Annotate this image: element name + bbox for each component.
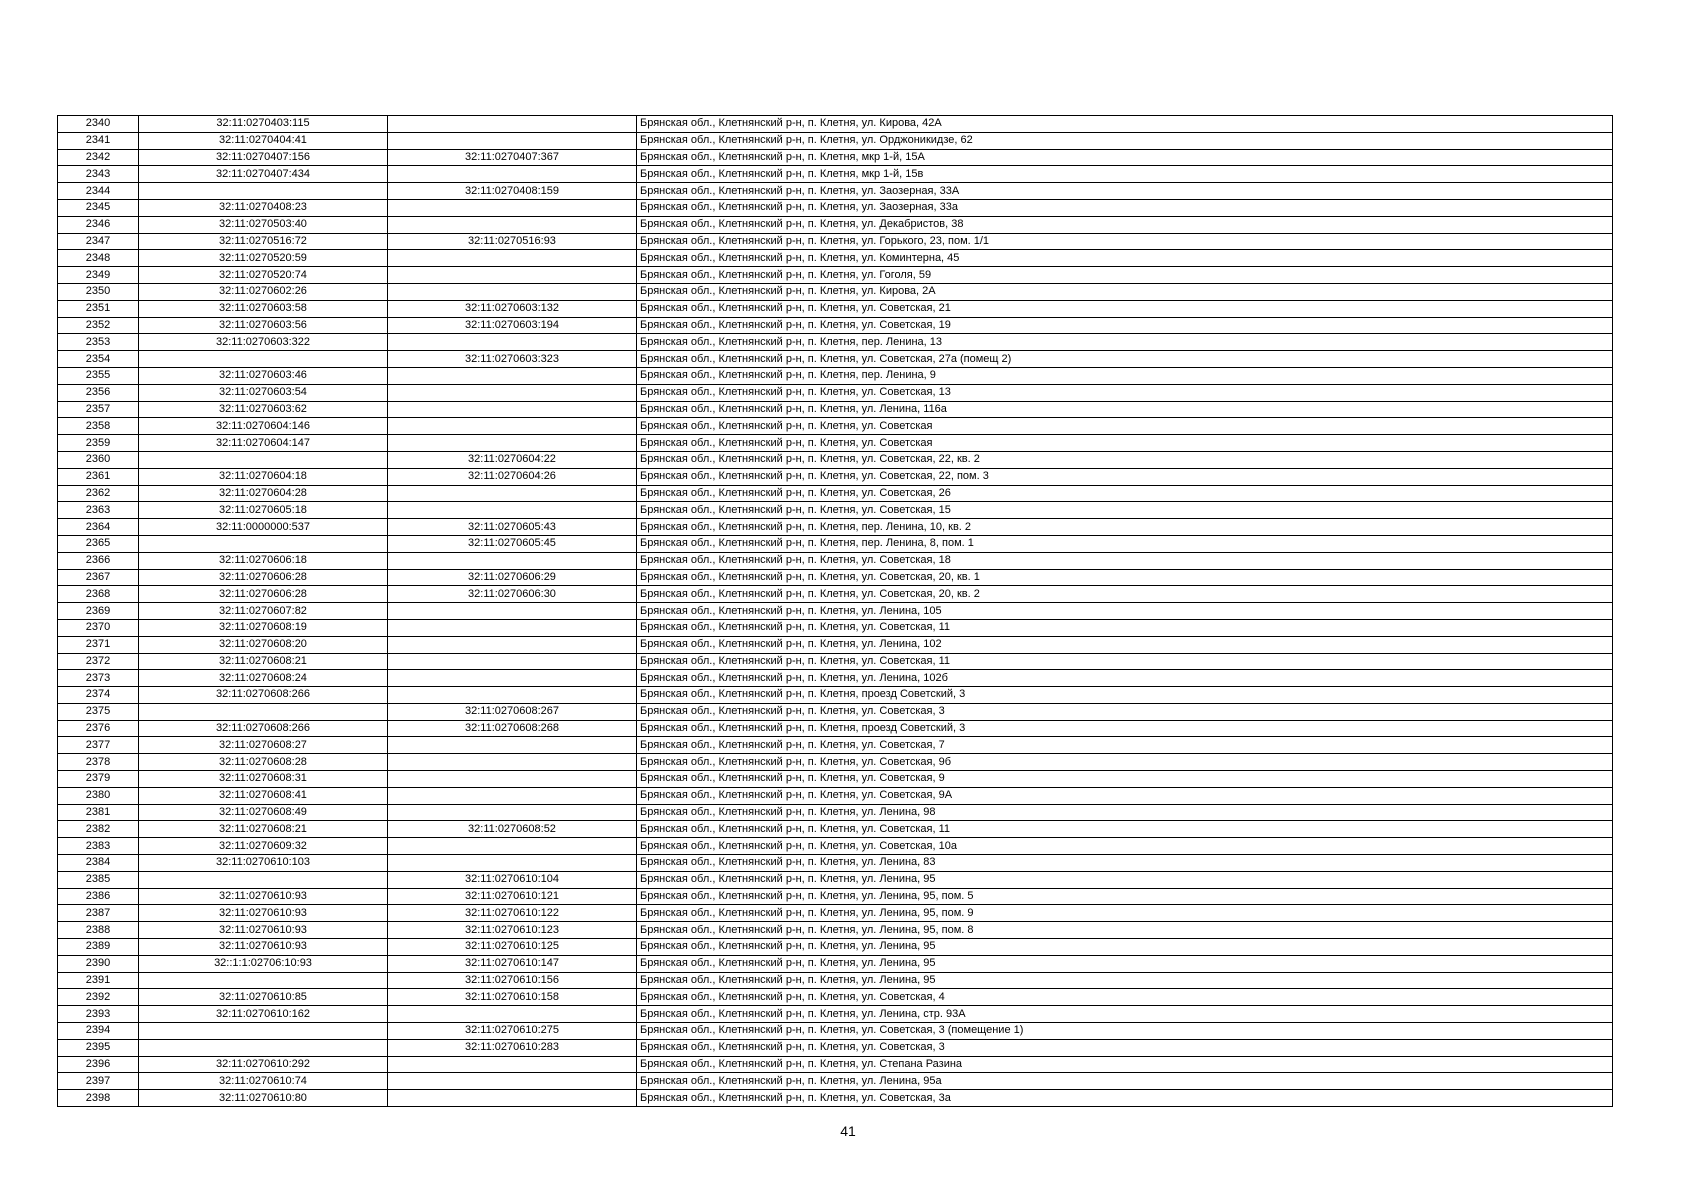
table-row bbox=[58, 737, 1613, 754]
related-cadastral-number-cell bbox=[388, 737, 637, 754]
table-row bbox=[58, 552, 1613, 569]
table-row bbox=[58, 720, 1613, 737]
cadastral-number-cell: 32:11:0270610:93 bbox=[139, 922, 388, 939]
related-cadastral-number-cell bbox=[388, 116, 637, 133]
table-row bbox=[58, 216, 1613, 233]
row-number-cell: 2373 bbox=[58, 670, 139, 687]
row-number-cell: 2355 bbox=[58, 367, 139, 384]
related-cadastral-number-cell bbox=[388, 166, 637, 183]
table-row bbox=[58, 955, 1613, 972]
row-number-cell: 2384 bbox=[58, 855, 139, 872]
related-cadastral-number-cell bbox=[388, 787, 637, 804]
table-row bbox=[58, 300, 1613, 317]
cadastral-number-cell: 32:11:0270602:26 bbox=[139, 283, 388, 300]
row-number-cell: 2377 bbox=[58, 737, 139, 754]
table-row bbox=[58, 418, 1613, 435]
table-row bbox=[58, 670, 1613, 687]
address-cell: Брянская обл., Клетнянский р-н, п. Клетня, ул. Советская, 9 bbox=[637, 771, 1613, 788]
row-number-cell: 2344 bbox=[58, 183, 139, 200]
table-row bbox=[58, 367, 1613, 384]
row-number-cell: 2367 bbox=[58, 569, 139, 586]
cadastral-number-cell: 32:11:0270610:292 bbox=[139, 1056, 388, 1073]
related-cadastral-number-cell: 32:11:0270605:43 bbox=[388, 519, 637, 536]
related-cadastral-number-cell: 32:11:0270606:29 bbox=[388, 569, 637, 586]
cadastral-number-cell bbox=[139, 871, 388, 888]
related-cadastral-number-cell: 32:11:0270606:30 bbox=[388, 586, 637, 603]
table-row bbox=[58, 972, 1613, 989]
cadastral-number-cell: 32:11:0270606:28 bbox=[139, 586, 388, 603]
cadastral-number-cell: 32:11:0270603:46 bbox=[139, 367, 388, 384]
address-cell: Брянская обл., Клетнянский р-н, п. Клетня, ул. Ленина, 95 bbox=[637, 871, 1613, 888]
row-number-cell: 2397 bbox=[58, 1073, 139, 1090]
address-cell: Брянская обл., Клетнянский р-н, п. Клетня, ул. Советская, 9б bbox=[637, 754, 1613, 771]
address-cell: Брянская обл., Клетнянский р-н, п. Клетня, ул. Декабристов, 38 bbox=[637, 216, 1613, 233]
related-cadastral-number-cell bbox=[388, 653, 637, 670]
row-number-cell: 2346 bbox=[58, 216, 139, 233]
row-number-cell: 2370 bbox=[58, 619, 139, 636]
cadastral-number-cell: 32:11:0270608:49 bbox=[139, 804, 388, 821]
related-cadastral-number-cell bbox=[388, 435, 637, 452]
row-number-cell: 2395 bbox=[58, 1039, 139, 1056]
related-cadastral-number-cell: 32:11:0270610:275 bbox=[388, 1023, 637, 1040]
related-cadastral-number-cell bbox=[388, 418, 637, 435]
related-cadastral-number-cell bbox=[388, 216, 637, 233]
row-number-cell: 2371 bbox=[58, 636, 139, 653]
address-cell: Брянская обл., Клетнянский р-н, п. Клетня, ул. Ленина, 95 bbox=[637, 939, 1613, 956]
related-cadastral-number-cell bbox=[388, 670, 637, 687]
cadastral-number-cell: 32:11:0270608:266 bbox=[139, 687, 388, 704]
row-number-cell: 2398 bbox=[58, 1090, 139, 1107]
cadastral-number-cell: 32:11:0270603:54 bbox=[139, 384, 388, 401]
cadastral-number-cell: 32:11:0270608:27 bbox=[139, 737, 388, 754]
address-cell: Брянская обл., Клетнянский р-н, п. Клетня, ул. Советская bbox=[637, 435, 1613, 452]
row-number-cell: 2358 bbox=[58, 418, 139, 435]
address-cell: Брянская обл., Клетнянский р-н, п. Клетня, ул. Советская, 20, кв. 2 bbox=[637, 586, 1613, 603]
address-cell: Брянская обл., Клетнянский р-н, п. Клетня, ул. Советская, 3 bbox=[637, 1039, 1613, 1056]
address-cell: Брянская обл., Клетнянский р-н, п. Клетня, ул. Степана Разина bbox=[637, 1056, 1613, 1073]
table-row bbox=[58, 871, 1613, 888]
row-number-cell: 2389 bbox=[58, 939, 139, 956]
row-number-cell: 2379 bbox=[58, 771, 139, 788]
table-row bbox=[58, 502, 1613, 519]
related-cadastral-number-cell bbox=[388, 1056, 637, 1073]
table-row bbox=[58, 653, 1613, 670]
cadastral-number-cell: 32:11:0270603:56 bbox=[139, 317, 388, 334]
related-cadastral-number-cell: 32:11:0270610:158 bbox=[388, 989, 637, 1006]
related-cadastral-number-cell: 32:11:0270516:93 bbox=[388, 233, 637, 250]
row-number-cell: 2342 bbox=[58, 149, 139, 166]
row-number-cell: 2361 bbox=[58, 468, 139, 485]
table-row bbox=[58, 451, 1613, 468]
address-cell: Брянская обл., Клетнянский р-н, п. Клетня, мкр 1-й, 15в bbox=[637, 166, 1613, 183]
row-number-cell: 2363 bbox=[58, 502, 139, 519]
row-number-cell: 2347 bbox=[58, 233, 139, 250]
table-row bbox=[58, 787, 1613, 804]
table-row bbox=[58, 989, 1613, 1006]
cadastral-number-cell: 32:11:0270609:32 bbox=[139, 838, 388, 855]
row-number-cell: 2382 bbox=[58, 821, 139, 838]
address-cell: Брянская обл., Клетнянский р-н, п. Клетня, ул. Советская, 19 bbox=[637, 317, 1613, 334]
cadastral-number-cell: 32:11:0270608:266 bbox=[139, 720, 388, 737]
cadastral-number-cell: 32:11:0270407:434 bbox=[139, 166, 388, 183]
row-number-cell: 2376 bbox=[58, 720, 139, 737]
related-cadastral-number-cell bbox=[388, 250, 637, 267]
related-cadastral-number-cell: 32:11:0270610:104 bbox=[388, 871, 637, 888]
address-cell: Брянская обл., Клетнянский р-н, п. Клетня, ул. Гоголя, 59 bbox=[637, 267, 1613, 284]
related-cadastral-number-cell: 32:11:0270610:156 bbox=[388, 972, 637, 989]
table-row bbox=[58, 905, 1613, 922]
cadastral-number-cell: 32:11:0270610:93 bbox=[139, 939, 388, 956]
row-number-cell: 2390 bbox=[58, 955, 139, 972]
related-cadastral-number-cell bbox=[388, 754, 637, 771]
address-cell: Брянская обл., Клетнянский р-н, п. Клетня, ул. Ленина, 83 bbox=[637, 855, 1613, 872]
cadastral-number-cell: 32:11:0270520:74 bbox=[139, 267, 388, 284]
row-number-cell: 2392 bbox=[58, 989, 139, 1006]
related-cadastral-number-cell: 32:11:0270610:121 bbox=[388, 888, 637, 905]
cadastral-number-cell bbox=[139, 535, 388, 552]
address-cell: Брянская обл., Клетнянский р-н, п. Клетня, ул. Советская, 11 bbox=[637, 653, 1613, 670]
cadastral-number-cell: 32::1:1:02706:10:93 bbox=[139, 955, 388, 972]
address-cell: Брянская обл., Клетнянский р-н, п. Клетня, ул. Ленина, 116а bbox=[637, 401, 1613, 418]
related-cadastral-number-cell bbox=[388, 838, 637, 855]
cadastral-number-cell bbox=[139, 451, 388, 468]
row-number-cell: 2378 bbox=[58, 754, 139, 771]
cadastral-number-cell: 32:11:0270610:93 bbox=[139, 888, 388, 905]
related-cadastral-number-cell bbox=[388, 367, 637, 384]
table-row bbox=[58, 939, 1613, 956]
cadastral-number-cell: 32:11:0270608:28 bbox=[139, 754, 388, 771]
row-number-cell: 2341 bbox=[58, 132, 139, 149]
related-cadastral-number-cell bbox=[388, 855, 637, 872]
table-row bbox=[58, 132, 1613, 149]
cadastral-number-cell bbox=[139, 1023, 388, 1040]
address-cell: Брянская обл., Клетнянский р-н, п. Клетня, ул. Советская bbox=[637, 418, 1613, 435]
page-number: 41 bbox=[840, 1123, 856, 1139]
related-cadastral-number-cell: 32:11:0270603:323 bbox=[388, 351, 637, 368]
related-cadastral-number-cell bbox=[388, 687, 637, 704]
address-cell: Брянская обл., Клетнянский р-н, п. Клетня, мкр 1-й, 15А bbox=[637, 149, 1613, 166]
row-number-cell: 2394 bbox=[58, 1023, 139, 1040]
table-row bbox=[58, 1090, 1613, 1107]
table-row bbox=[58, 519, 1613, 536]
cadastral-number-cell: 32:11:0270603:322 bbox=[139, 334, 388, 351]
table-row bbox=[58, 166, 1613, 183]
address-cell: Брянская обл., Клетнянский р-н, п. Клетня, ул. Ленина, 105 bbox=[637, 603, 1613, 620]
related-cadastral-number-cell: 32:11:0270408:159 bbox=[388, 183, 637, 200]
address-cell: Брянская обл., Клетнянский р-н, п. Клетня, ул. Советская, 20, кв. 1 bbox=[637, 569, 1613, 586]
table-row bbox=[58, 804, 1613, 821]
address-cell: Брянская обл., Клетнянский р-н, п. Клетня, ул. Ленина, 95 bbox=[637, 972, 1613, 989]
table-row bbox=[58, 888, 1613, 905]
address-cell: Брянская обл., Клетнянский р-н, п. Клетня, ул. Горького, 23, пом. 1/1 bbox=[637, 233, 1613, 250]
row-number-cell: 2362 bbox=[58, 485, 139, 502]
cadastral-number-cell: 32:11:0270604:28 bbox=[139, 485, 388, 502]
related-cadastral-number-cell bbox=[388, 1090, 637, 1107]
cadastral-number-cell: 32:11:0270608:19 bbox=[139, 619, 388, 636]
address-cell: Брянская обл., Клетнянский р-н, п. Клетня, ул. Советская, 11 bbox=[637, 821, 1613, 838]
address-cell: Брянская обл., Клетнянский р-н, п. Клетня, ул. Советская, 26 bbox=[637, 485, 1613, 502]
address-cell: Брянская обл., Клетнянский р-н, п. Клетня, ул. Заозерная, 33а bbox=[637, 199, 1613, 216]
address-cell: Брянская обл., Клетнянский р-н, п. Клетня, пер. Ленина, 9 bbox=[637, 367, 1613, 384]
related-cadastral-number-cell: 32:11:0270604:26 bbox=[388, 468, 637, 485]
address-cell: Брянская обл., Клетнянский р-н, п. Клетня, ул. Заозерная, 33А bbox=[637, 183, 1613, 200]
address-cell: Брянская обл., Клетнянский р-н, п. Клетня, ул. Ленина, 95 bbox=[637, 955, 1613, 972]
address-cell: Брянская обл., Клетнянский р-н, п. Клетня, ул. Ленина, 95, пом. 8 bbox=[637, 922, 1613, 939]
table-row bbox=[58, 334, 1613, 351]
cadastral-number-cell: 32:11:0270610:93 bbox=[139, 905, 388, 922]
table-row bbox=[58, 233, 1613, 250]
address-cell: Брянская обл., Клетнянский р-н, п. Клетня, ул. Советская, 11 bbox=[637, 619, 1613, 636]
row-number-cell: 2374 bbox=[58, 687, 139, 704]
cadastral-number-cell: 32:11:0270610:74 bbox=[139, 1073, 388, 1090]
table-row bbox=[58, 351, 1613, 368]
address-cell: Брянская обл., Клетнянский р-н, п. Клетня, ул. Коминтерна, 45 bbox=[637, 250, 1613, 267]
related-cadastral-number-cell bbox=[388, 1073, 637, 1090]
related-cadastral-number-cell bbox=[388, 334, 637, 351]
address-cell: Брянская обл., Клетнянский р-н, п. Клетня, ул. Советская, 3а bbox=[637, 1090, 1613, 1107]
table-row bbox=[58, 468, 1613, 485]
address-cell: Брянская обл., Клетнянский р-н, п. Клетня, ул. Советская, 9А bbox=[637, 787, 1613, 804]
cadastral-number-cell: 32:11:0270608:24 bbox=[139, 670, 388, 687]
related-cadastral-number-cell bbox=[388, 552, 637, 569]
cadastral-number-cell: 32:11:0270608:21 bbox=[139, 653, 388, 670]
address-cell: Брянская обл., Клетнянский р-н, п. Клетня, ул. Советская, 3 (помещение 1) bbox=[637, 1023, 1613, 1040]
related-cadastral-number-cell bbox=[388, 132, 637, 149]
table-row bbox=[58, 384, 1613, 401]
row-number-cell: 2352 bbox=[58, 317, 139, 334]
table-row bbox=[58, 149, 1613, 166]
cadastral-number-cell: 32:11:0270610:85 bbox=[139, 989, 388, 1006]
table-row bbox=[58, 754, 1613, 771]
table-row bbox=[58, 703, 1613, 720]
table-row bbox=[58, 183, 1613, 200]
table-row bbox=[58, 435, 1613, 452]
table-row bbox=[58, 603, 1613, 620]
table-row bbox=[58, 1073, 1613, 1090]
related-cadastral-number-cell: 32:11:0270608:52 bbox=[388, 821, 637, 838]
row-number-cell: 2396 bbox=[58, 1056, 139, 1073]
registry-table-body bbox=[58, 116, 1613, 1107]
row-number-cell: 2354 bbox=[58, 351, 139, 368]
row-number-cell: 2345 bbox=[58, 199, 139, 216]
cadastral-number-cell: 32:11:0270408:23 bbox=[139, 199, 388, 216]
address-cell: Брянская обл., Клетнянский р-н, п. Клетня, ул. Советская, 21 bbox=[637, 300, 1613, 317]
cadastral-number-cell: 32:11:0270610:80 bbox=[139, 1090, 388, 1107]
cadastral-number-cell: 32:11:0270608:31 bbox=[139, 771, 388, 788]
address-cell: Брянская обл., Клетнянский р-н, п. Клетня, пер. Ленина, 8, пом. 1 bbox=[637, 535, 1613, 552]
address-cell: Брянская обл., Клетнянский р-н, п. Клетня, ул. Кирова, 2А bbox=[637, 283, 1613, 300]
row-number-cell: 2368 bbox=[58, 586, 139, 603]
address-cell: Брянская обл., Клетнянский р-н, п. Клетня, ул. Ленина, 102б bbox=[637, 670, 1613, 687]
table-row bbox=[58, 485, 1613, 502]
row-number-cell: 2357 bbox=[58, 401, 139, 418]
row-number-cell: 2366 bbox=[58, 552, 139, 569]
property-registry-table bbox=[57, 115, 1613, 1107]
address-cell: Брянская обл., Клетнянский р-н, п. Клетня, ул. Советская, 22, кв. 2 bbox=[637, 451, 1613, 468]
row-number-cell: 2385 bbox=[58, 871, 139, 888]
row-number-cell: 2348 bbox=[58, 250, 139, 267]
related-cadastral-number-cell: 32:11:0270610:283 bbox=[388, 1039, 637, 1056]
row-number-cell: 2369 bbox=[58, 603, 139, 620]
related-cadastral-number-cell: 32:11:0270610:125 bbox=[388, 939, 637, 956]
table-row bbox=[58, 1039, 1613, 1056]
cadastral-number-cell: 32:11:0270606:18 bbox=[139, 552, 388, 569]
cadastral-number-cell: 32:11:0270610:162 bbox=[139, 1006, 388, 1023]
table-row bbox=[58, 116, 1613, 133]
related-cadastral-number-cell bbox=[388, 267, 637, 284]
cadastral-number-cell: 32:11:0270603:58 bbox=[139, 300, 388, 317]
cadastral-number-cell: 32:11:0270604:18 bbox=[139, 468, 388, 485]
cadastral-number-cell: 32:11:0270503:40 bbox=[139, 216, 388, 233]
row-number-cell: 2380 bbox=[58, 787, 139, 804]
cadastral-number-cell: 32:11:0270604:147 bbox=[139, 435, 388, 452]
table-row bbox=[58, 401, 1613, 418]
related-cadastral-number-cell: 32:11:0270610:147 bbox=[388, 955, 637, 972]
address-cell: Брянская обл., Клетнянский р-н, п. Клетня, ул. Ленина, 102 bbox=[637, 636, 1613, 653]
table-row bbox=[58, 1056, 1613, 1073]
address-cell: Брянская обл., Клетнянский р-н, п. Клетня, пер. Ленина, 13 bbox=[637, 334, 1613, 351]
cadastral-number-cell: 32:11:0270404:41 bbox=[139, 132, 388, 149]
related-cadastral-number-cell bbox=[388, 804, 637, 821]
table-row bbox=[58, 771, 1613, 788]
address-cell: Брянская обл., Клетнянский р-н, п. Клетня, ул. Советская, 10а bbox=[637, 838, 1613, 855]
cadastral-number-cell: 32:11:0270606:28 bbox=[139, 569, 388, 586]
related-cadastral-number-cell: 32:11:0270603:194 bbox=[388, 317, 637, 334]
cadastral-number-cell bbox=[139, 183, 388, 200]
table-row bbox=[58, 619, 1613, 636]
address-cell: Брянская обл., Клетнянский р-н, п. Клетня, ул. Ленина, 95, пом. 5 bbox=[637, 888, 1613, 905]
address-cell: Брянская обл., Клетнянский р-н, п. Клетня, проезд Советский, 3 bbox=[637, 720, 1613, 737]
address-cell: Брянская обл., Клетнянский р-н, п. Клетня, ул. Советская, 13 bbox=[637, 384, 1613, 401]
related-cadastral-number-cell bbox=[388, 636, 637, 653]
row-number-cell: 2353 bbox=[58, 334, 139, 351]
table-row bbox=[58, 317, 1613, 334]
cadastral-number-cell bbox=[139, 972, 388, 989]
row-number-cell: 2356 bbox=[58, 384, 139, 401]
row-number-cell: 2364 bbox=[58, 519, 139, 536]
row-number-cell: 2350 bbox=[58, 283, 139, 300]
address-cell: Брянская обл., Клетнянский р-н, п. Клетня, ул. Советская, 15 bbox=[637, 502, 1613, 519]
cadastral-number-cell: 32:11:0270605:18 bbox=[139, 502, 388, 519]
related-cadastral-number-cell bbox=[388, 1006, 637, 1023]
table-row bbox=[58, 1006, 1613, 1023]
row-number-cell: 2349 bbox=[58, 267, 139, 284]
table-row bbox=[58, 283, 1613, 300]
related-cadastral-number-cell: 32:11:0270610:122 bbox=[388, 905, 637, 922]
related-cadastral-number-cell bbox=[388, 401, 637, 418]
related-cadastral-number-cell: 32:11:0270407:367 bbox=[388, 149, 637, 166]
row-number-cell: 2360 bbox=[58, 451, 139, 468]
cadastral-number-cell: 32:11:0270608:21 bbox=[139, 821, 388, 838]
row-number-cell: 2386 bbox=[58, 888, 139, 905]
table-row bbox=[58, 267, 1613, 284]
related-cadastral-number-cell bbox=[388, 771, 637, 788]
related-cadastral-number-cell: 32:11:0270604:22 bbox=[388, 451, 637, 468]
row-number-cell: 2365 bbox=[58, 535, 139, 552]
address-cell: Брянская обл., Клетнянский р-н, п. Клетня, пер. Ленина, 10, кв. 2 bbox=[637, 519, 1613, 536]
table-row bbox=[58, 199, 1613, 216]
cadastral-number-cell: 32:11:0270403:115 bbox=[139, 116, 388, 133]
related-cadastral-number-cell bbox=[388, 502, 637, 519]
address-cell: Брянская обл., Клетнянский р-н, п. Клетня, проезд Советский, 3 bbox=[637, 687, 1613, 704]
address-cell: Брянская обл., Клетнянский р-н, п. Клетня, ул. Ленина, стр. 93А bbox=[637, 1006, 1613, 1023]
address-cell: Брянская обл., Клетнянский р-н, п. Клетня, ул. Советская, 4 bbox=[637, 989, 1613, 1006]
related-cadastral-number-cell: 32:11:0270605:45 bbox=[388, 535, 637, 552]
table-row bbox=[58, 586, 1613, 603]
table-row bbox=[58, 250, 1613, 267]
related-cadastral-number-cell bbox=[388, 619, 637, 636]
related-cadastral-number-cell: 32:11:0270608:267 bbox=[388, 703, 637, 720]
row-number-cell: 2383 bbox=[58, 838, 139, 855]
table-row bbox=[58, 569, 1613, 586]
address-cell: Брянская обл., Клетнянский р-н, п. Клетня, ул. Ленина, 98 bbox=[637, 804, 1613, 821]
table-row bbox=[58, 1023, 1613, 1040]
cadastral-number-cell bbox=[139, 1039, 388, 1056]
address-cell: Брянская обл., Клетнянский р-н, п. Клетня, ул. Кирова, 42А bbox=[637, 116, 1613, 133]
address-cell: Брянская обл., Клетнянский р-н, п. Клетня, ул. Ленина, 95а bbox=[637, 1073, 1613, 1090]
cadastral-number-cell bbox=[139, 351, 388, 368]
cadastral-number-cell: 32:11:0270603:62 bbox=[139, 401, 388, 418]
row-number-cell: 2387 bbox=[58, 905, 139, 922]
related-cadastral-number-cell: 32:11:0270603:132 bbox=[388, 300, 637, 317]
row-number-cell: 2340 bbox=[58, 116, 139, 133]
row-number-cell: 2351 bbox=[58, 300, 139, 317]
row-number-cell: 2391 bbox=[58, 972, 139, 989]
cadastral-number-cell: 32:11:0270610:103 bbox=[139, 855, 388, 872]
row-number-cell: 2359 bbox=[58, 435, 139, 452]
row-number-cell: 2343 bbox=[58, 166, 139, 183]
cadastral-number-cell: 32:11:0270516:72 bbox=[139, 233, 388, 250]
row-number-cell: 2372 bbox=[58, 653, 139, 670]
row-number-cell: 2375 bbox=[58, 703, 139, 720]
table-row bbox=[58, 821, 1613, 838]
row-number-cell: 2388 bbox=[58, 922, 139, 939]
cadastral-number-cell: 32:11:0270520:59 bbox=[139, 250, 388, 267]
cadastral-number-cell bbox=[139, 703, 388, 720]
address-cell: Брянская обл., Клетнянский р-н, п. Клетня, ул. Советская, 3 bbox=[637, 703, 1613, 720]
address-cell: Брянская обл., Клетнянский р-н, п. Клетня, ул. Советская, 22, пом. 3 bbox=[637, 468, 1613, 485]
address-cell: Брянская обл., Клетнянский р-н, п. Клетня, ул. Советская, 7 bbox=[637, 737, 1613, 754]
cadastral-number-cell: 32:11:0270608:20 bbox=[139, 636, 388, 653]
table-row bbox=[58, 855, 1613, 872]
address-cell: Брянская обл., Клетнянский р-н, п. Клетня, ул. Ленина, 95, пом. 9 bbox=[637, 905, 1613, 922]
address-cell: Брянская обл., Клетнянский р-н, п. Клетня, ул. Орджоникидзе, 62 bbox=[637, 132, 1613, 149]
address-cell: Брянская обл., Клетнянский р-н, п. Клетня, ул. Советская, 18 bbox=[637, 552, 1613, 569]
cadastral-number-cell: 32:11:0270608:41 bbox=[139, 787, 388, 804]
related-cadastral-number-cell bbox=[388, 199, 637, 216]
related-cadastral-number-cell bbox=[388, 485, 637, 502]
table-row bbox=[58, 838, 1613, 855]
cadastral-number-cell: 32:11:0270604:146 bbox=[139, 418, 388, 435]
table-row bbox=[58, 922, 1613, 939]
table-row bbox=[58, 687, 1613, 704]
address-cell: Брянская обл., Клетнянский р-н, п. Клетня, ул. Советская, 27а (помещ 2) bbox=[637, 351, 1613, 368]
row-number-cell: 2381 bbox=[58, 804, 139, 821]
related-cadastral-number-cell: 32:11:0270608:268 bbox=[388, 720, 637, 737]
related-cadastral-number-cell: 32:11:0270610:123 bbox=[388, 922, 637, 939]
related-cadastral-number-cell bbox=[388, 603, 637, 620]
related-cadastral-number-cell bbox=[388, 283, 637, 300]
cadastral-number-cell: 32:11:0000000:537 bbox=[139, 519, 388, 536]
table-row bbox=[58, 535, 1613, 552]
cadastral-number-cell: 32:11:0270407:156 bbox=[139, 149, 388, 166]
cadastral-number-cell: 32:11:0270607:82 bbox=[139, 603, 388, 620]
related-cadastral-number-cell bbox=[388, 384, 637, 401]
row-number-cell: 2393 bbox=[58, 1006, 139, 1023]
table-row bbox=[58, 636, 1613, 653]
